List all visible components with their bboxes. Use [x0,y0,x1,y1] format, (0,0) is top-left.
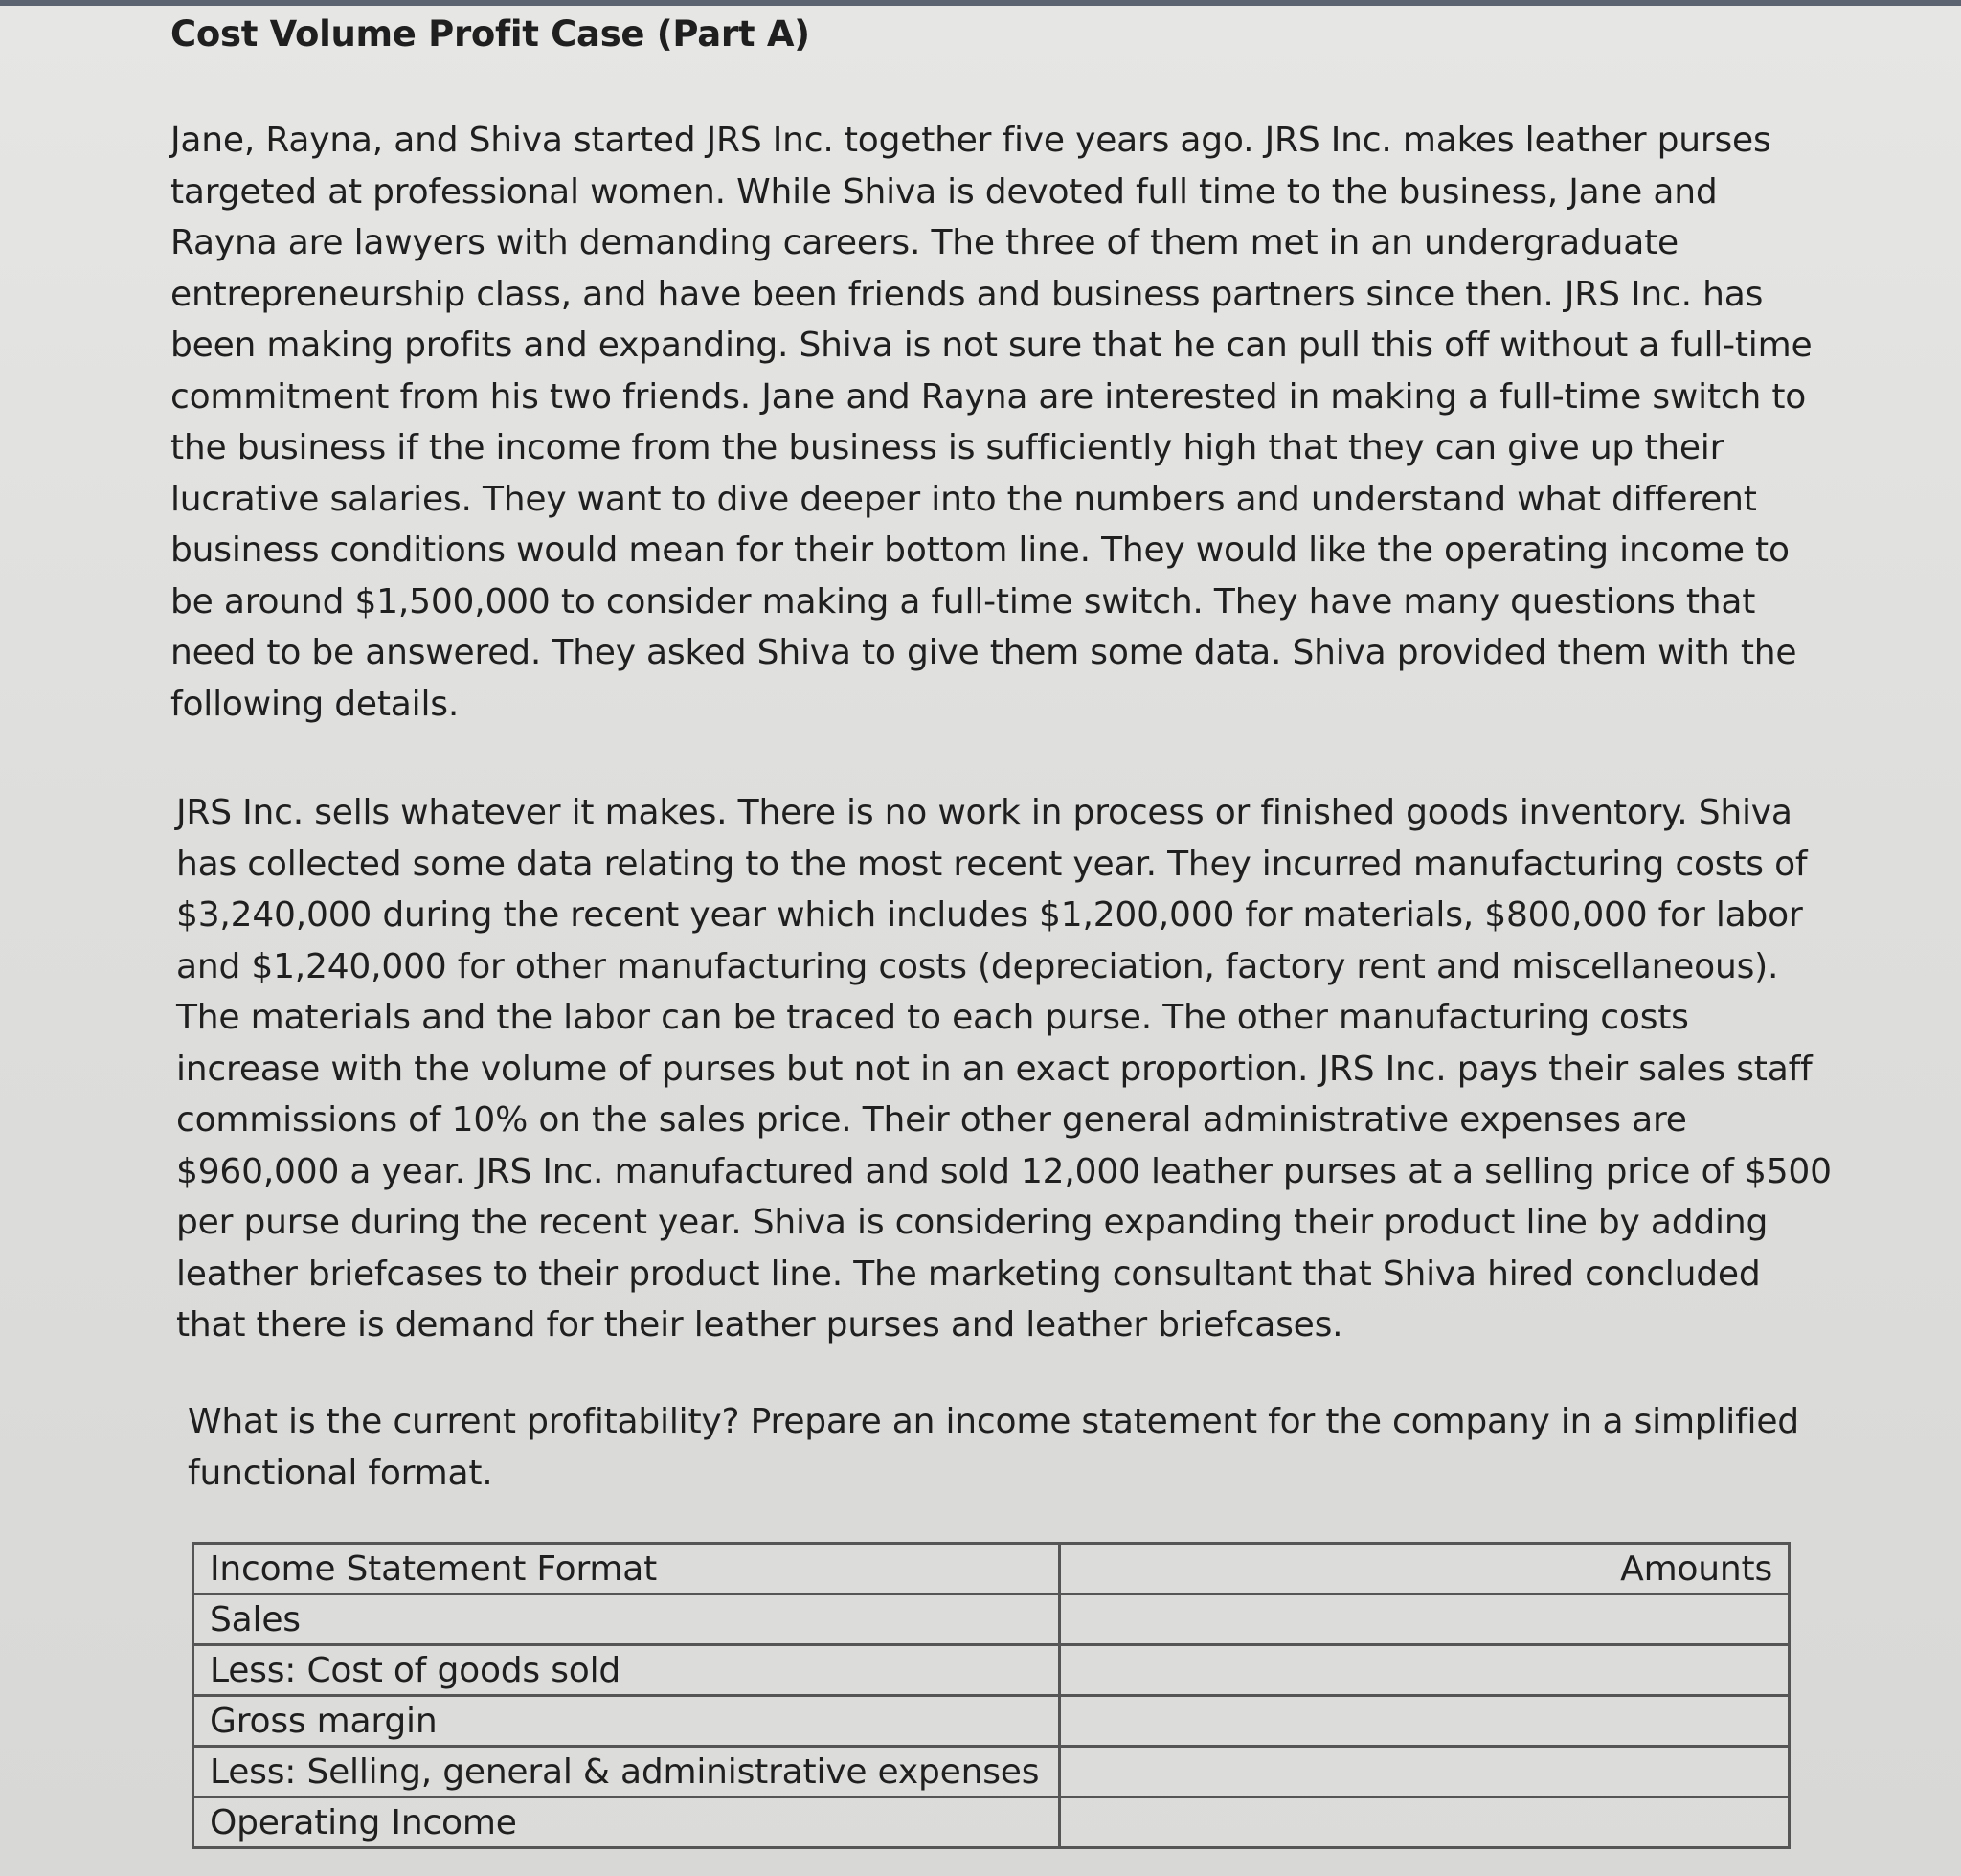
paragraph-line: commitment from his two friends. Jane and Rayna are interested in making a full-time switch to [170,376,1807,417]
paragraph-line: that there is demand for their leather purses and leather briefcases. [176,1305,1343,1345]
row-amount-sales[interactable] [1060,1594,1790,1645]
row-label-gross-margin: Gross margin [193,1696,1060,1747]
income-statement-table-wrapper [192,1542,1791,1849]
paragraph-line: following details. [170,684,460,724]
paragraph-line: lucrative salaries. They want to dive deeper into the numbers and understand what different [170,479,1757,519]
paragraph-line: What is the current profitability? Prepare an income statement for the company in a simplified [188,1402,1799,1441]
table-row [193,1594,1790,1645]
row-label-sga: Less: Selling, general & administrative expenses [193,1747,1060,1797]
paragraph-line: increase with the volume of purses but not in an exact proportion. JRS Inc. pays their sales staff [176,1049,1813,1089]
row-amount-sga[interactable] [1060,1747,1790,1797]
paragraph-line: the business if the income from the business is sufficiently high that they can give up their [170,428,1724,467]
header-amount-cell: Amounts [1060,1544,1790,1594]
paragraph-line: business conditions would mean for their bottom line. They would like the operating income to [170,531,1790,570]
intro-paragraph [170,115,1827,730]
data-paragraph [176,787,1833,1351]
question-paragraph [188,1396,1844,1499]
paragraph-line: $3,240,000 during the recent year which includes $1,200,000 for materials, $800,000 for labor [176,895,1803,935]
paragraph-line: has collected some data relating to the most recent year. They incurred manufacturing costs of [176,844,1808,884]
row-amount-gross-margin[interactable] [1060,1696,1790,1747]
table-row [193,1797,1790,1848]
paragraph-line: per purse during the recent year. Shiva is considering expanding their product line by adding [176,1203,1769,1242]
row-label-operating-income: Operating Income [193,1797,1060,1848]
paragraph-line: been making profits and expanding. Shiva is not sure that he can pull this off without a full-time [170,326,1813,365]
table-header-row [193,1544,1790,1594]
paragraph-line: JRS Inc. sells whatever it makes. There is no work in process or finished goods inventory. Shiva [176,793,1792,832]
document-title: Cost Volume Profit Case (Part A) [170,13,810,55]
paragraph-line: functional format. [188,1453,493,1493]
income-statement-table [192,1542,1791,1849]
paragraph-line: targeted at professional women. While Shiva is devoted full time to the business, Jane and [170,171,1718,212]
paragraph-line: Jane, Rayna, and Shiva started JRS Inc. together five years ago. JRS Inc. makes leather purses [170,121,1771,160]
window-top-edge [0,0,1961,6]
header-label-cell: Income Statement Format [193,1544,1060,1594]
table-row [193,1645,1790,1696]
paragraph-line: entrepreneurship class, and have been friends and business partners since then. JRS Inc. has [170,274,1764,314]
row-label-sales: Sales [193,1594,1060,1645]
paragraph-line: leather briefcases to their product line. The marketing consultant that Shiva hired concluded [176,1254,1761,1294]
table-row [193,1696,1790,1747]
paragraph-line: The materials and the labor can be traced to each purse. The other manufacturing costs [176,998,1689,1037]
row-amount-operating-income[interactable] [1060,1797,1790,1848]
paragraph-line: Rayna are lawyers with demanding careers. The three of them met in an undergraduate [170,223,1679,262]
paragraph-line: commissions of 10% on the sales price. Their other general administrative expenses are [176,1100,1687,1140]
row-label-cogs: Less: Cost of goods sold [193,1645,1060,1696]
paragraph-line: and $1,240,000 for other manufacturing costs (depreciation, factory rent and miscellaneous). [176,946,1779,986]
paragraph-line: $960,000 a year. JRS Inc. manufactured and sold 12,000 leather purses at a selling price of $500 [176,1151,1832,1191]
paragraph-line: need to be answered. They asked Shiva to give them some data. Shiva provided them with the [170,633,1797,672]
table-row [193,1747,1790,1797]
paragraph-line: be around $1,500,000 to consider making a full-time switch. They have many questions that [170,581,1756,622]
row-amount-cogs[interactable] [1060,1645,1790,1696]
